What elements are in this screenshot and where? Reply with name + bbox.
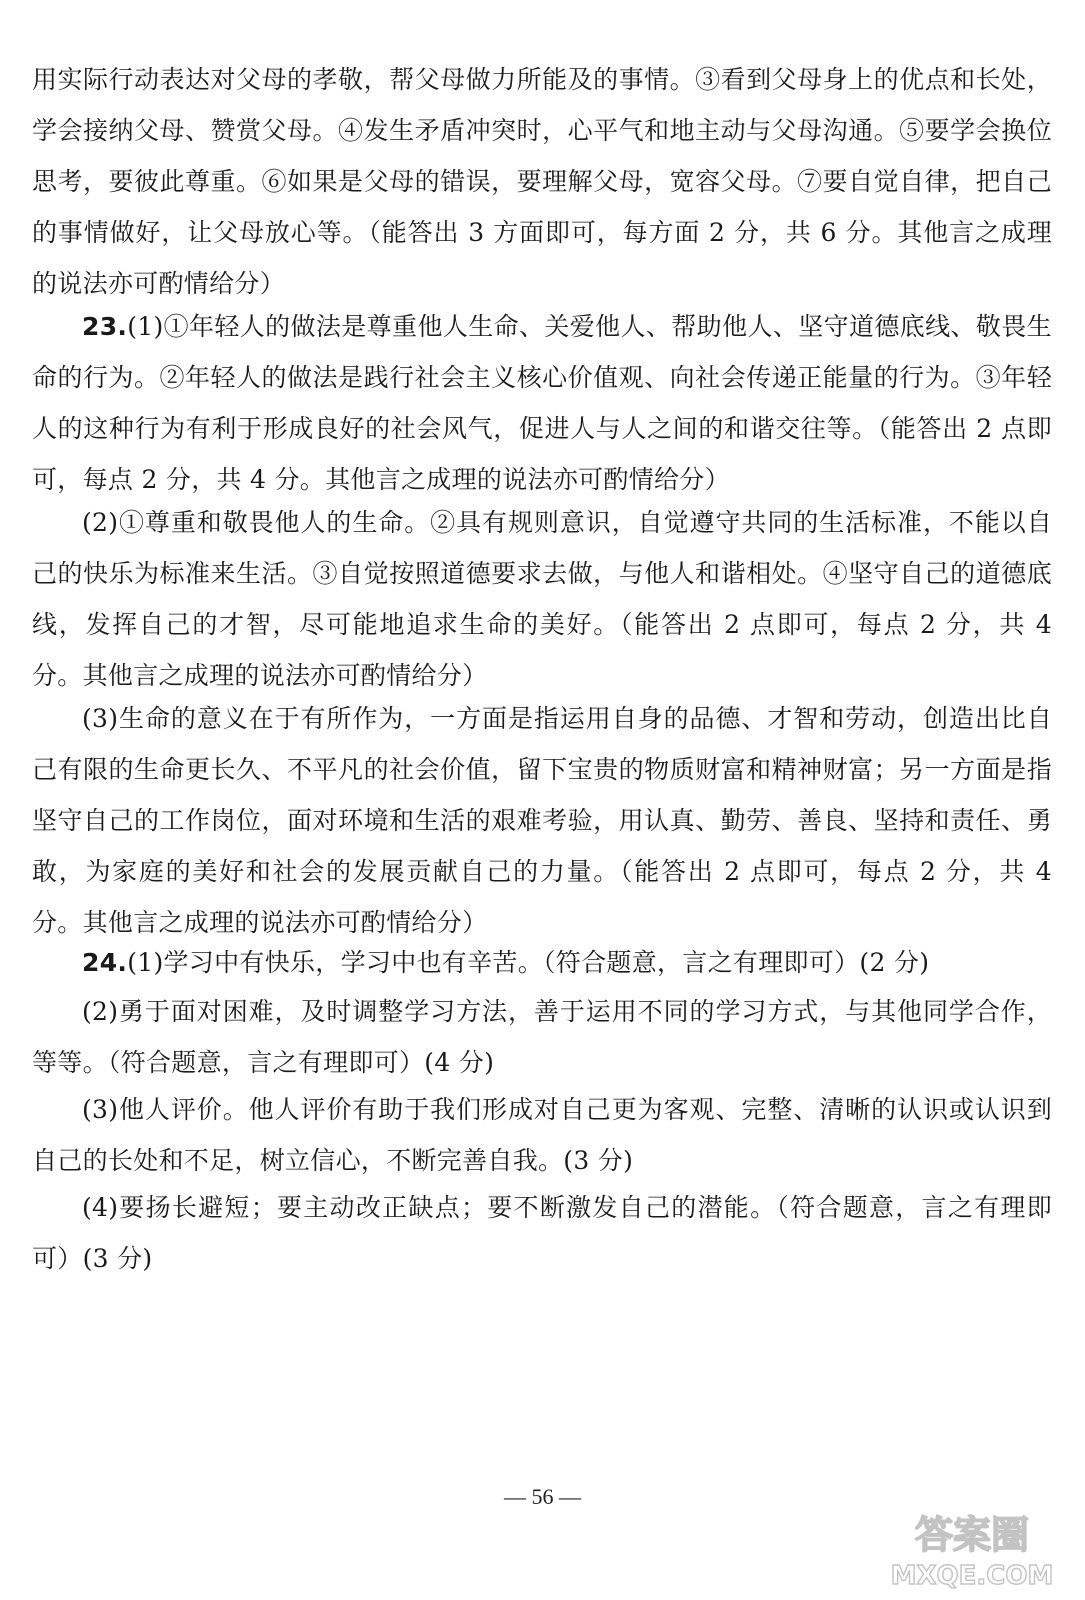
- answer-23-part-1-text: (1)①年轻人的做法是尊重他人生命、关爱他人、帮助他人、坚守道德底线、敬畏生命的行为。②年轻人的做法是践行社会主义核心价值观、向社会传递正能量的行为。③年轻人的这种行为有利于形成良好的社会风气，促进人与人之间的和谐交往等。（能答出 2 点即可，每点 2 分，共 4 分。其他言之成理的说法亦可酌情给分）: [32, 312, 1052, 494]
- question-number-24: 24.: [82, 948, 128, 977]
- answer-23-part-3: (3)生命的意义在于有所作为，一方面是指运用自身的品德、才智和劳动，创造出比自己有限的生命更长久、不平凡的社会价值，留下宝贵的物质财富和精神财富；另一方面是指坚守自己的工作岗位，面对环境和生活的艰难考验，用认真、勤劳、善良、坚持和责任、勇敢，为家庭的美好和社会的发展贡献自己的力量。（能答出 2 点即可，每点 2 分，共 4 分。其他言之成理的说法亦可酌情给分）: [32, 704, 1052, 937]
- answer-24-part-1: [32, 937, 1052, 988]
- watermark-top-text: 答案圈: [914, 1513, 1030, 1557]
- watermark-logo-icon: [867, 1504, 1077, 1592]
- answer-24-part-1-text: (1)学习中有快乐，学习中也有辛苦。（符合题意，言之有理即可）(2 分): [127, 948, 930, 977]
- page-number: — 56 —: [504, 1484, 581, 1509]
- answer-24-part-3: (3)他人评价。他人评价有助于我们形成对自己更为客观、完整、清晰的认识或认识到自己的长处和不足，树立信心，不断完善自我。(3 分): [32, 1095, 1052, 1175]
- watermark-logo: [867, 1504, 1077, 1592]
- answer-23-part-2: (2)①尊重和敬畏他人的生命。②具有规则意识，自觉遵守共同的生活标准，不能以自己的快乐为标准来生活。③自觉按照道德要求去做，与他人和谐相处。④坚守自己的道德底线，发挥自己的才智，尽可能地追求生命的美好。（能答出 2 点即可，每点 2 分，共 4 分。其他言之成理的说法亦可酌情给分）: [32, 508, 1052, 690]
- question-number-23: 23.: [82, 312, 128, 341]
- answer-23-part-1: [32, 301, 1052, 505]
- answer-paragraph-22-continued: 用实际行动表达对父母的孝敬，帮父母做力所能及的事情。③看到父母身上的优点和长处，学会接纳父母、赞赏父母。④发生矛盾冲突时，心平气和地主动与父母沟通。⑤要学会换位思考，要彼此尊重。⑥如果是父母的错误，要理解父母，宽容父母。⑦要自觉自律，把自己的事情做好，让父母放心等。（能答出 3 方面即可，每方面 2 分，共 6 分。其他言之成理的说法亦可酌情给分）: [32, 65, 1052, 298]
- answer-24-part-4: (4)要扬长避短；要主动改正缺点；要不断激发自己的潜能。（符合题意，言之有理即可）(3 分): [32, 1193, 1052, 1273]
- answer-24-part-2: (2)勇于面对困难，及时调整学习方法，善于运用不同的学习方式，与其他同学合作，等等。（符合题意，言之有理即可）(4 分): [32, 997, 1052, 1077]
- watermark-bottom-text: MXQE.COM: [890, 1561, 1054, 1591]
